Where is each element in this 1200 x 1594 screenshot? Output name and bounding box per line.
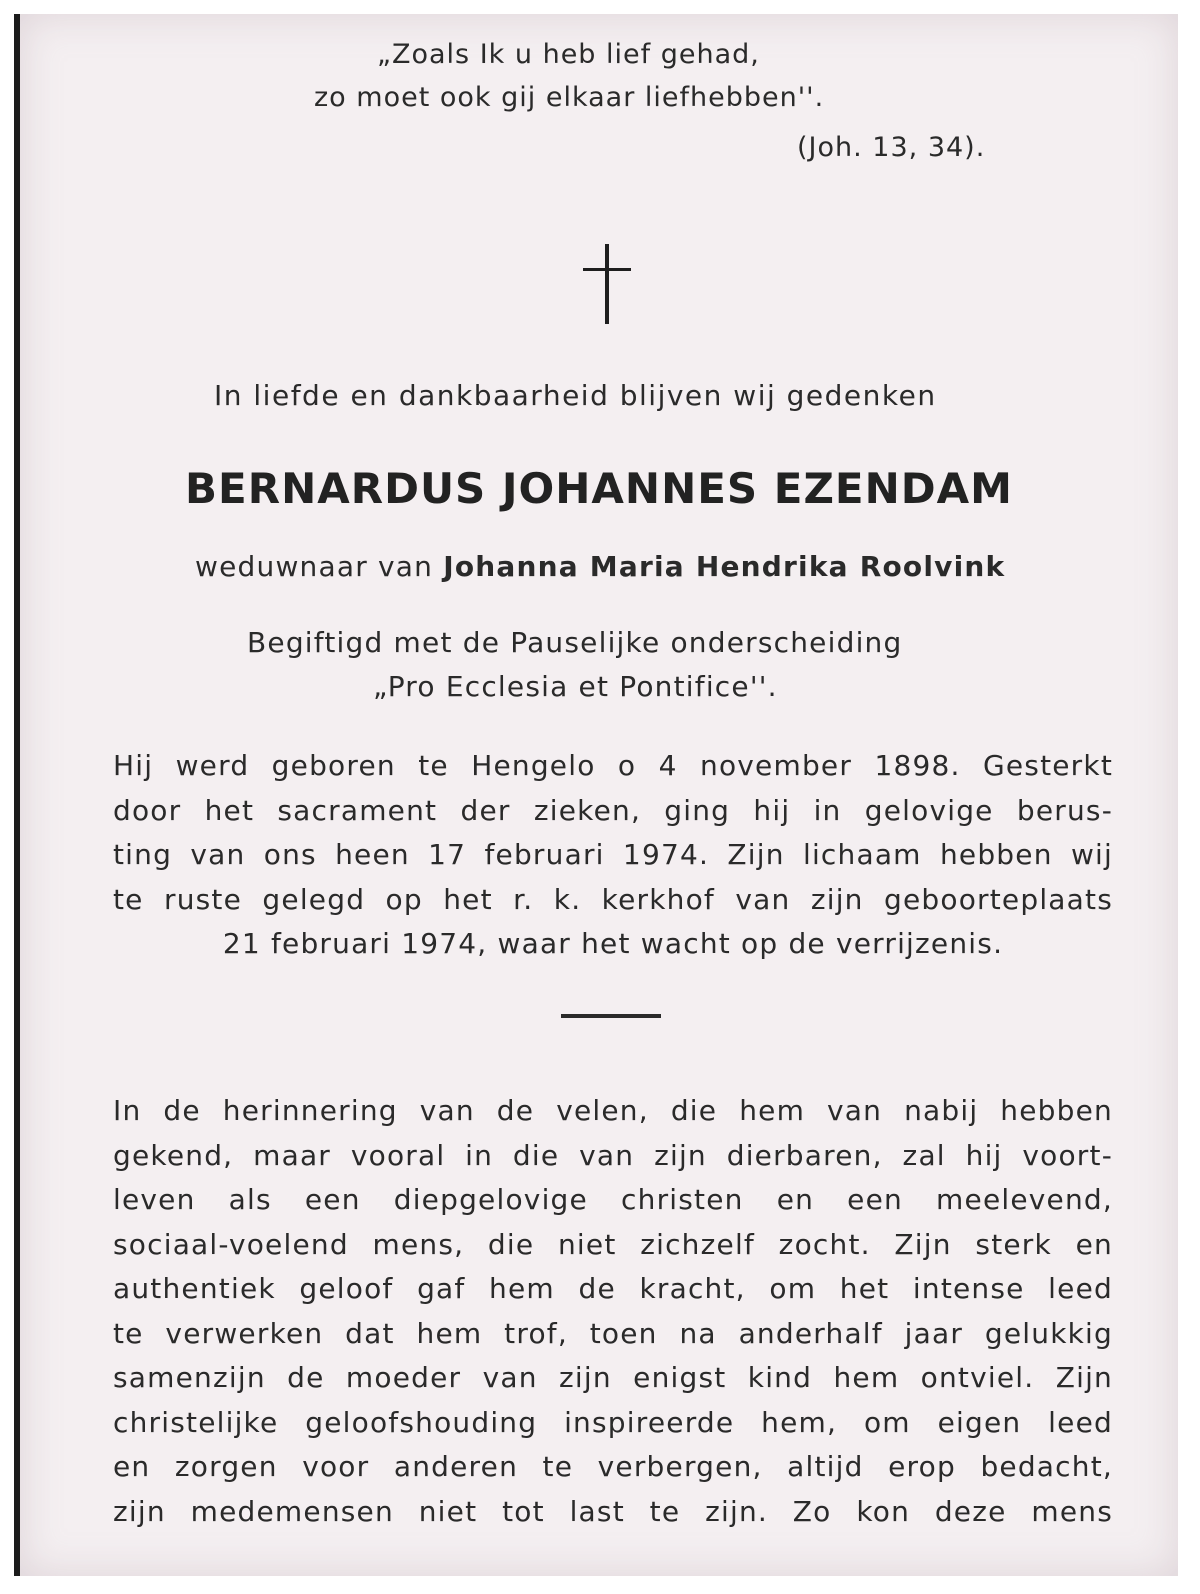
biography-line: door het sacrament der zieken, ging hij in gelovige berus- xyxy=(113,793,1113,827)
remembrance-line: leven als een diepgelovige christen en een meelevend, xyxy=(113,1183,1113,1216)
quote-line-1: „Zoals Ik u heb lief gehad, xyxy=(377,39,760,70)
biography-line: 21 februari 1974, waar het wacht op de verrijzenis. xyxy=(222,927,1004,960)
biography-line: Hij werd geboren te Hengelo o 4 november 1898. Gesterkt xyxy=(113,749,1113,782)
remembrance-line: zijn medemensen niet tot last te zijn. Zo kon deze mens xyxy=(113,1494,1113,1528)
intro-text: In liefde en dankbaarheid blijven wij gedenken xyxy=(214,379,937,412)
spouse-name: Johanna Maria Hendrika Roolvink xyxy=(443,550,1006,583)
deceased-name: BERNARDUS JOHANNES EZENDAM xyxy=(185,464,1013,513)
remembrance-line: In de herinnering van de velen, die hem van nabij hebben xyxy=(113,1094,1113,1127)
honor-line-1: Begiftigd met de Pauselijke onderscheiding xyxy=(247,626,903,659)
quote-line-2: zo moet ook gij elkaar liefhebben''. xyxy=(314,82,825,113)
remembrance-line: samenzijn de moeder van zijn enigst kind hem ontviel. Zijn xyxy=(113,1361,1113,1394)
section-divider xyxy=(561,1014,661,1018)
biography-paragraph xyxy=(113,744,1113,967)
quote-reference: (Joh. 13, 34). xyxy=(797,132,986,163)
remembrance-line: sociaal-voelend mens, die niet zichzelf zocht. Zijn sterk en xyxy=(113,1227,1113,1261)
remembrance-line: en zorgen voor anderen te verbergen, altijd erop bedacht, xyxy=(113,1450,1113,1483)
memorial-card xyxy=(14,14,1178,1576)
remembrance-line: authentiek geloof gaf hem de kracht, om het intense leed xyxy=(113,1272,1113,1305)
remembrance-paragraph xyxy=(113,1089,1113,1534)
honor-line-2: „Pro Ecclesia et Pontifice''. xyxy=(373,670,778,703)
remembrance-line: gekend, maar vooral in die van zijn dierbaren, zal hij voort- xyxy=(113,1138,1113,1172)
remembrance-line: te verwerken dat hem trof, toen na anderhalf jaar gelukkig xyxy=(113,1316,1113,1350)
widow-line xyxy=(195,550,1005,583)
widow-prefix: weduwnaar van xyxy=(195,550,434,583)
cross-icon xyxy=(583,244,631,324)
biography-line: te ruste gelegd op het r. k. kerkhof van zijn geboorteplaats xyxy=(113,882,1113,916)
remembrance-line: christelijke geloofshouding inspireerde hem, om eigen leed xyxy=(113,1405,1113,1439)
biography-line: ting van ons heen 17 februari 1974. Zijn lichaam hebben wij xyxy=(113,838,1113,871)
